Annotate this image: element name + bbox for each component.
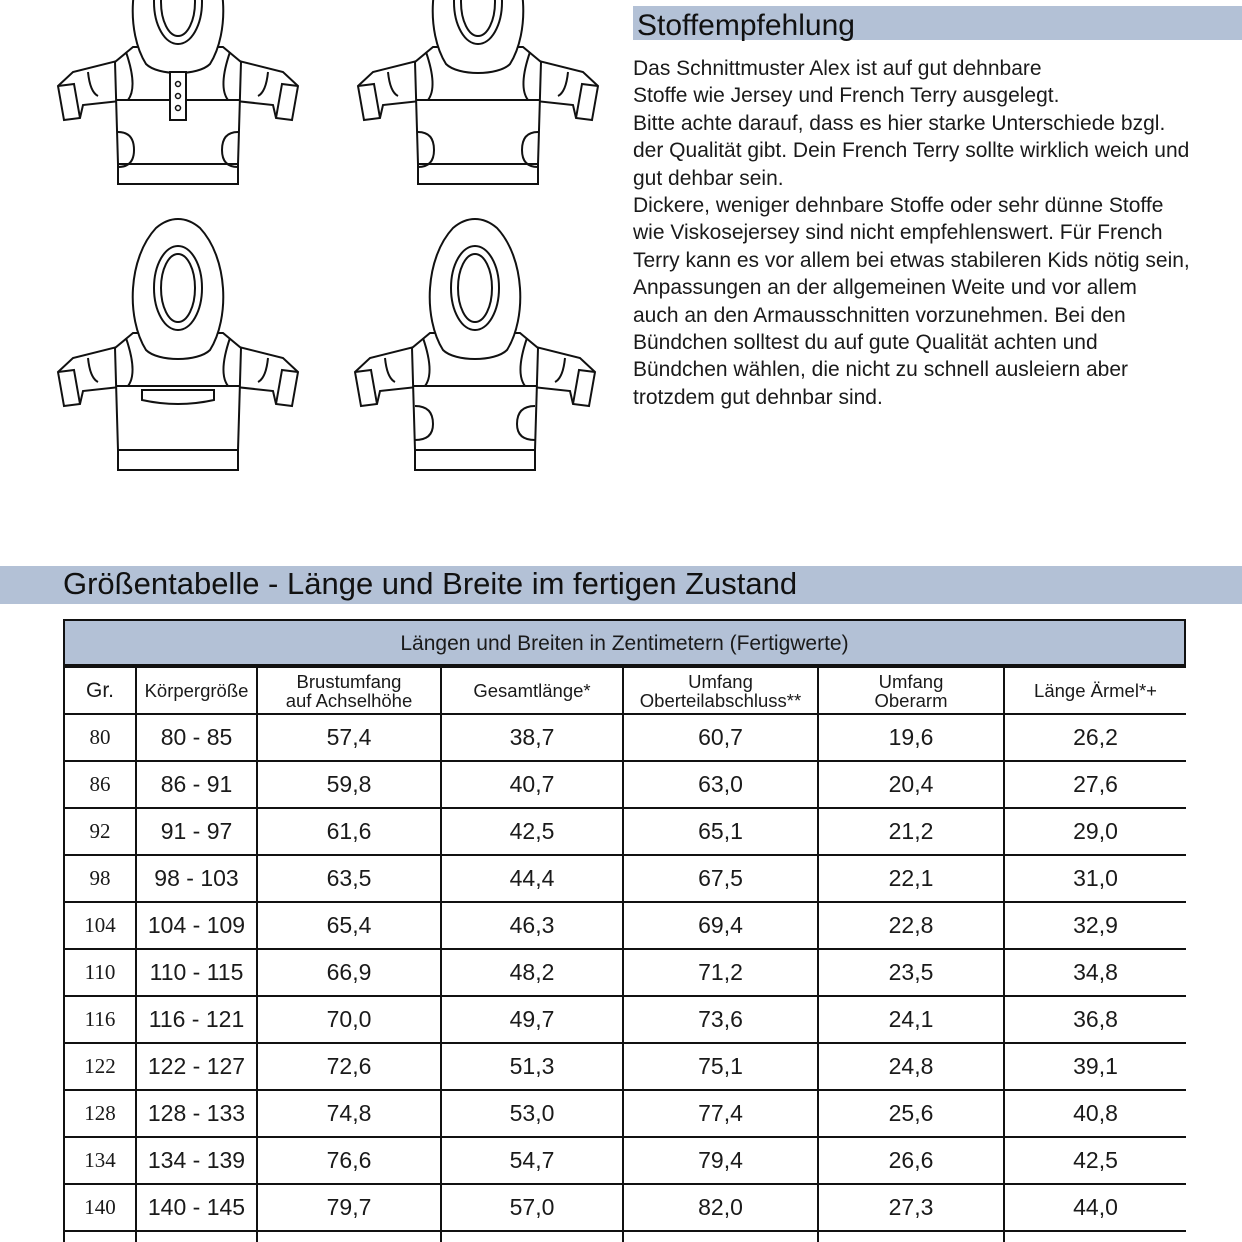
cell-koerper: 122 - 127 <box>136 1043 257 1090</box>
table-row <box>64 808 1186 855</box>
fabric-line: Bündchen wählen, die nicht zu schnell ausleiern aber <box>633 358 1128 382</box>
fabric-text <box>633 55 1233 411</box>
cell-aermel: 40,8 <box>1004 1090 1186 1137</box>
cell-brust: 63,5 <box>257 855 441 902</box>
cell-oberarm: 23,5 <box>818 949 1004 996</box>
hoodie-sketches <box>0 0 630 500</box>
cell-gesamt: 44,4 <box>441 855 623 902</box>
cell-aermel: 29,0 <box>1004 808 1186 855</box>
cell-gr: 80 <box>64 714 136 761</box>
hoodie-sketch-3 <box>58 219 298 470</box>
cell-aermel: 26,2 <box>1004 714 1186 761</box>
table-row <box>64 714 1186 761</box>
cell-gr: 122 <box>64 1043 136 1090</box>
table-row <box>64 1090 1186 1137</box>
header-aermel: Länge Ärmel*+ <box>1004 667 1186 714</box>
fabric-line: auch an den Armausschnitten vorzunehmen. Bei den <box>633 303 1126 327</box>
header-gesamt: Gesamtlänge* <box>441 667 623 714</box>
cell-umfang: 65,1 <box>623 808 818 855</box>
cell-aermel: 34,8 <box>1004 949 1186 996</box>
cell-gesamt: 38,7 <box>441 714 623 761</box>
header-brust-line1: Brustumfang <box>296 670 402 692</box>
table-caption: Längen und Breiten in Zentimetern (Fertigwerte) <box>63 619 1186 666</box>
cell-gesamt: 48,2 <box>441 949 623 996</box>
fabric-line: Bündchen solltest du auf gute Qualität achten und <box>633 331 1098 355</box>
cell-koerper: 86 - 91 <box>136 761 257 808</box>
cell-oberarm: 22,8 <box>818 902 1004 949</box>
cell-brust: 72,6 <box>257 1043 441 1090</box>
fabric-line: gut dehbar sein. <box>633 166 784 190</box>
cell-brust: 57,4 <box>257 714 441 761</box>
fabric-title: Stoffempfehlung <box>637 9 855 42</box>
cell-koerper: 91 - 97 <box>136 808 257 855</box>
header-koerper: Körpergröße <box>136 667 257 714</box>
cell-gesamt: 57,0 <box>441 1184 623 1231</box>
cell-umfang: 77,4 <box>623 1090 818 1137</box>
header-umfang <box>623 667 818 714</box>
size-table <box>63 619 1186 1242</box>
fabric-line: Stoffe wie Jersey und French Terry ausgelegt. <box>633 84 1060 108</box>
cell-gesamt: 54,7 <box>441 1137 623 1184</box>
cell-gr: 110 <box>64 949 136 996</box>
fabric-line: Dickere, weniger dehnbare Stoffe oder sehr dünne Stoffe <box>633 194 1164 218</box>
cell-oberarm: 25,6 <box>818 1090 1004 1137</box>
cell-koerper: 134 - 139 <box>136 1137 257 1184</box>
cell-umfang: 79,4 <box>623 1137 818 1184</box>
header-oberarm-line2: Oberarm <box>874 689 948 711</box>
cell-gesamt: 42,5 <box>441 808 623 855</box>
cell-gesamt: 53,0 <box>441 1090 623 1137</box>
fabric-line: Das Schnittmuster Alex ist auf gut dehnbare <box>633 57 1042 80</box>
cell-gr: 92 <box>64 808 136 855</box>
cell-oberarm: 19,6 <box>818 714 1004 761</box>
fabric-line: wie Viskosejersey sind nicht empfehlenswert. Für French <box>633 221 1163 245</box>
cell-aermel: 44,0 <box>1004 1184 1186 1231</box>
hoodie-sketch-2 <box>358 0 598 184</box>
cell-brust: 66,9 <box>257 949 441 996</box>
cell-oberarm: 20,4 <box>818 761 1004 808</box>
cell-umfang: 67,5 <box>623 855 818 902</box>
hoodie-sketch-1 <box>58 0 298 184</box>
cell-gr: 134 <box>64 1137 136 1184</box>
cell-umfang: 60,7 <box>623 714 818 761</box>
cell-gr: 98 <box>64 855 136 902</box>
cell-koerper: 140 - 145 <box>136 1184 257 1231</box>
cell-aermel: 36,8 <box>1004 996 1186 1043</box>
cell-brust: 79,7 <box>257 1184 441 1231</box>
cell-gr: 116 <box>64 996 136 1043</box>
cell-oberarm: 24,8 <box>818 1043 1004 1090</box>
cell-umfang: 71,2 <box>623 949 818 996</box>
cell-koerper: 110 - 115 <box>136 949 257 996</box>
cell-empty <box>441 1231 623 1242</box>
cell-brust: 61,6 <box>257 808 441 855</box>
cell-empty <box>257 1231 441 1242</box>
header-brust-line2: auf Achselhöhe <box>285 689 413 711</box>
cell-koerper: 116 - 121 <box>136 996 257 1043</box>
size-grid <box>63 666 1186 1242</box>
table-row <box>64 761 1186 808</box>
cell-brust: 76,6 <box>257 1137 441 1184</box>
cell-oberarm: 26,6 <box>818 1137 1004 1184</box>
cell-gr: 128 <box>64 1090 136 1137</box>
cell-empty <box>64 1231 136 1242</box>
cell-oberarm: 24,1 <box>818 996 1004 1043</box>
cell-brust: 74,8 <box>257 1090 441 1137</box>
fabric-line: trotzdem gut dehnbar sind. <box>633 385 883 409</box>
cell-empty <box>136 1231 257 1242</box>
cell-empty <box>1004 1231 1186 1242</box>
cell-umfang: 69,4 <box>623 902 818 949</box>
cell-oberarm: 22,1 <box>818 855 1004 902</box>
cell-koerper: 104 - 109 <box>136 902 257 949</box>
header-row <box>64 667 1186 714</box>
cell-empty <box>623 1231 818 1242</box>
cell-koerper: 98 - 103 <box>136 855 257 902</box>
cell-gesamt: 51,3 <box>441 1043 623 1090</box>
cell-gesamt: 49,7 <box>441 996 623 1043</box>
cell-aermel: 27,6 <box>1004 761 1186 808</box>
table-row <box>64 949 1186 996</box>
header-brust <box>257 667 441 714</box>
cell-empty <box>818 1231 1004 1242</box>
fabric-line: der Qualität gibt. Dein French Terry sollte wirklich weich und <box>633 139 1190 163</box>
table-row <box>64 1184 1186 1231</box>
size-heading-bar <box>0 566 1242 604</box>
cell-umfang: 73,6 <box>623 996 818 1043</box>
cell-koerper: 128 - 133 <box>136 1090 257 1137</box>
table-row <box>64 1043 1186 1090</box>
fabric-line: Anpassungen an der allgemeinen Weite und vor allem <box>633 276 1137 300</box>
fabric-line: Bitte achte darauf, dass es hier starke Unterschiede bzgl. <box>633 111 1166 135</box>
size-title: Größentabelle - Länge und Breite im fertigen Zustand <box>63 566 798 601</box>
cell-umfang: 82,0 <box>623 1184 818 1231</box>
cell-koerper: 80 - 85 <box>136 714 257 761</box>
table-row <box>64 996 1186 1043</box>
header-umfang-line2: Oberteilabschluss** <box>639 689 802 711</box>
fabric-heading-bar <box>633 6 1242 40</box>
cell-brust: 70,0 <box>257 996 441 1043</box>
fabric-line: Terry kann es vor allem bei etwas stabileren Kids nötig sein, <box>633 248 1190 272</box>
cell-aermel: 31,0 <box>1004 855 1186 902</box>
cell-umfang: 63,0 <box>623 761 818 808</box>
header-umfang-line1: Umfang <box>688 670 753 692</box>
cell-oberarm: 21,2 <box>818 808 1004 855</box>
cell-gr: 140 <box>64 1184 136 1231</box>
cell-aermel: 42,5 <box>1004 1137 1186 1184</box>
header-gr: Gr. <box>64 667 136 714</box>
cell-brust: 65,4 <box>257 902 441 949</box>
cell-oberarm: 27,3 <box>818 1184 1004 1231</box>
cell-gesamt: 46,3 <box>441 902 623 949</box>
cell-brust: 59,8 <box>257 761 441 808</box>
hoodie-sketch-4 <box>355 219 595 470</box>
table-row <box>64 1137 1186 1184</box>
cell-aermel: 39,1 <box>1004 1043 1186 1090</box>
header-oberarm <box>818 667 1004 714</box>
table-row <box>64 902 1186 949</box>
table-row <box>64 855 1186 902</box>
cell-aermel: 32,9 <box>1004 902 1186 949</box>
cell-gr: 86 <box>64 761 136 808</box>
cell-umfang: 75,1 <box>623 1043 818 1090</box>
table-row-cutoff <box>64 1231 1186 1242</box>
cell-gr: 104 <box>64 902 136 949</box>
cell-gesamt: 40,7 <box>441 761 623 808</box>
header-oberarm-line1: Umfang <box>878 670 944 692</box>
